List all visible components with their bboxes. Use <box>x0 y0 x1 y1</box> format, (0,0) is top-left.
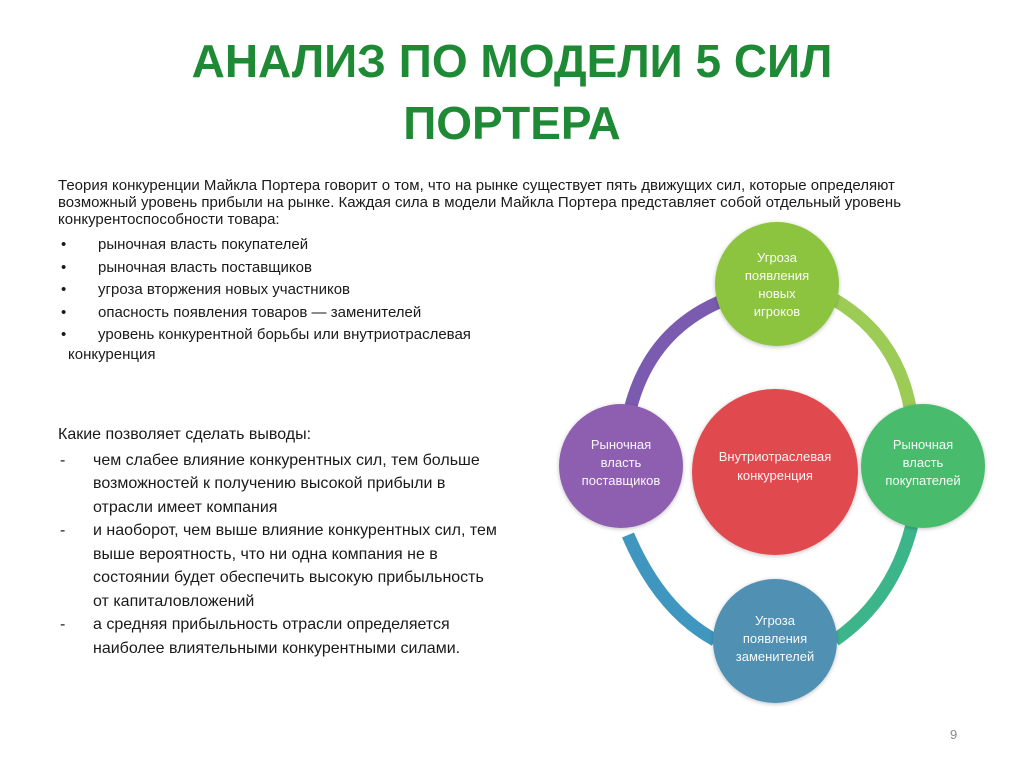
conclusions-list-item-text: а средняя прибыльность отрасли определяется наиболее влиятельными конкурентными силами. <box>93 616 461 657</box>
center-node-line: конкуренция <box>737 468 813 483</box>
left-node-line: Рыночная <box>590 437 652 452</box>
bottom-node-line: Угроза <box>755 613 795 628</box>
top-node-new-entrants <box>715 222 839 346</box>
dash-marker: - <box>60 616 66 633</box>
left-node-line: власть <box>600 455 642 470</box>
top-node-line: новых <box>758 286 796 301</box>
left-node-line: поставщиков <box>581 473 661 488</box>
left-node-suppliers <box>559 404 683 528</box>
top-node-line: Угроза <box>757 250 797 265</box>
dash-marker: - <box>60 522 66 539</box>
bullet-marker: • <box>61 281 67 298</box>
right-node-line: Рыночная <box>892 437 954 452</box>
conclusions-list-item-text: и наоборот, чем выше влияние конкурентных сил, тем выше вероятность, что ни одна компания не в состоянии будет обеспечить высокую прибыльность от капиталовложений <box>93 522 497 610</box>
right-node-buyers <box>861 404 985 528</box>
forces-list-item-text: опасность появления товаров — заменителей <box>98 303 422 321</box>
top-node-line: появления <box>744 268 810 283</box>
right-node-line: власть <box>902 455 944 470</box>
bottom-node-line: заменителей <box>735 649 815 664</box>
center-node-line: Внутриотраслевая <box>718 449 832 464</box>
intro-paragraph: Теория конкуренции Майкла Портера говорит о том, что на рынке существует пять движущих сил, которые определяют возможный уровень прибыли на рынке. Каждая сила в модели Майкла Портера представляет собой отдельный уровень конкурентоспособности товара: <box>58 177 902 228</box>
forces-list-item-text: уровень конкурентной борьбы или внутриотраслевая <box>98 326 471 343</box>
slide-title-line-2: ПОРТЕРА <box>403 97 621 149</box>
conclusions-lead: Какие позволяет сделать выводы: <box>58 426 312 443</box>
dash-marker: - <box>60 451 66 469</box>
right-node-line: покупателей <box>885 473 961 488</box>
page-number: 9 <box>950 727 958 742</box>
bullet-marker: • <box>61 326 67 343</box>
ring-segment-right-bottom <box>835 525 912 640</box>
forces-list-item-text: рыночная власть поставщиков <box>98 258 312 276</box>
ring-segment-left-top <box>630 300 724 410</box>
bullet-marker: • <box>61 258 67 276</box>
ring-segment-top-right <box>835 300 912 420</box>
ring-segment-bottom-left <box>628 535 715 640</box>
conclusions-list-item-text: чем слабее влияние конкурентных сил, тем больше возможностей к получению высокой прибыли в отрасли имеет компания <box>93 451 480 516</box>
bullet-marker: • <box>61 303 67 321</box>
center-node-rivalry <box>692 389 858 555</box>
slide-title-line-1: АНАЛИЗ ПО МОДЕЛИ 5 СИЛ <box>191 35 833 87</box>
bullet-marker: • <box>61 236 67 253</box>
forces-list-continuation: конкуренция <box>68 346 156 363</box>
bottom-node-substitutes <box>713 579 837 703</box>
top-node-line: игроков <box>753 304 801 319</box>
bottom-node-line: появления <box>742 631 808 646</box>
forces-list-item-text: рыночная власть покупателей <box>98 236 309 253</box>
forces-list-item-text: угроза вторжения новых участников <box>98 281 351 298</box>
